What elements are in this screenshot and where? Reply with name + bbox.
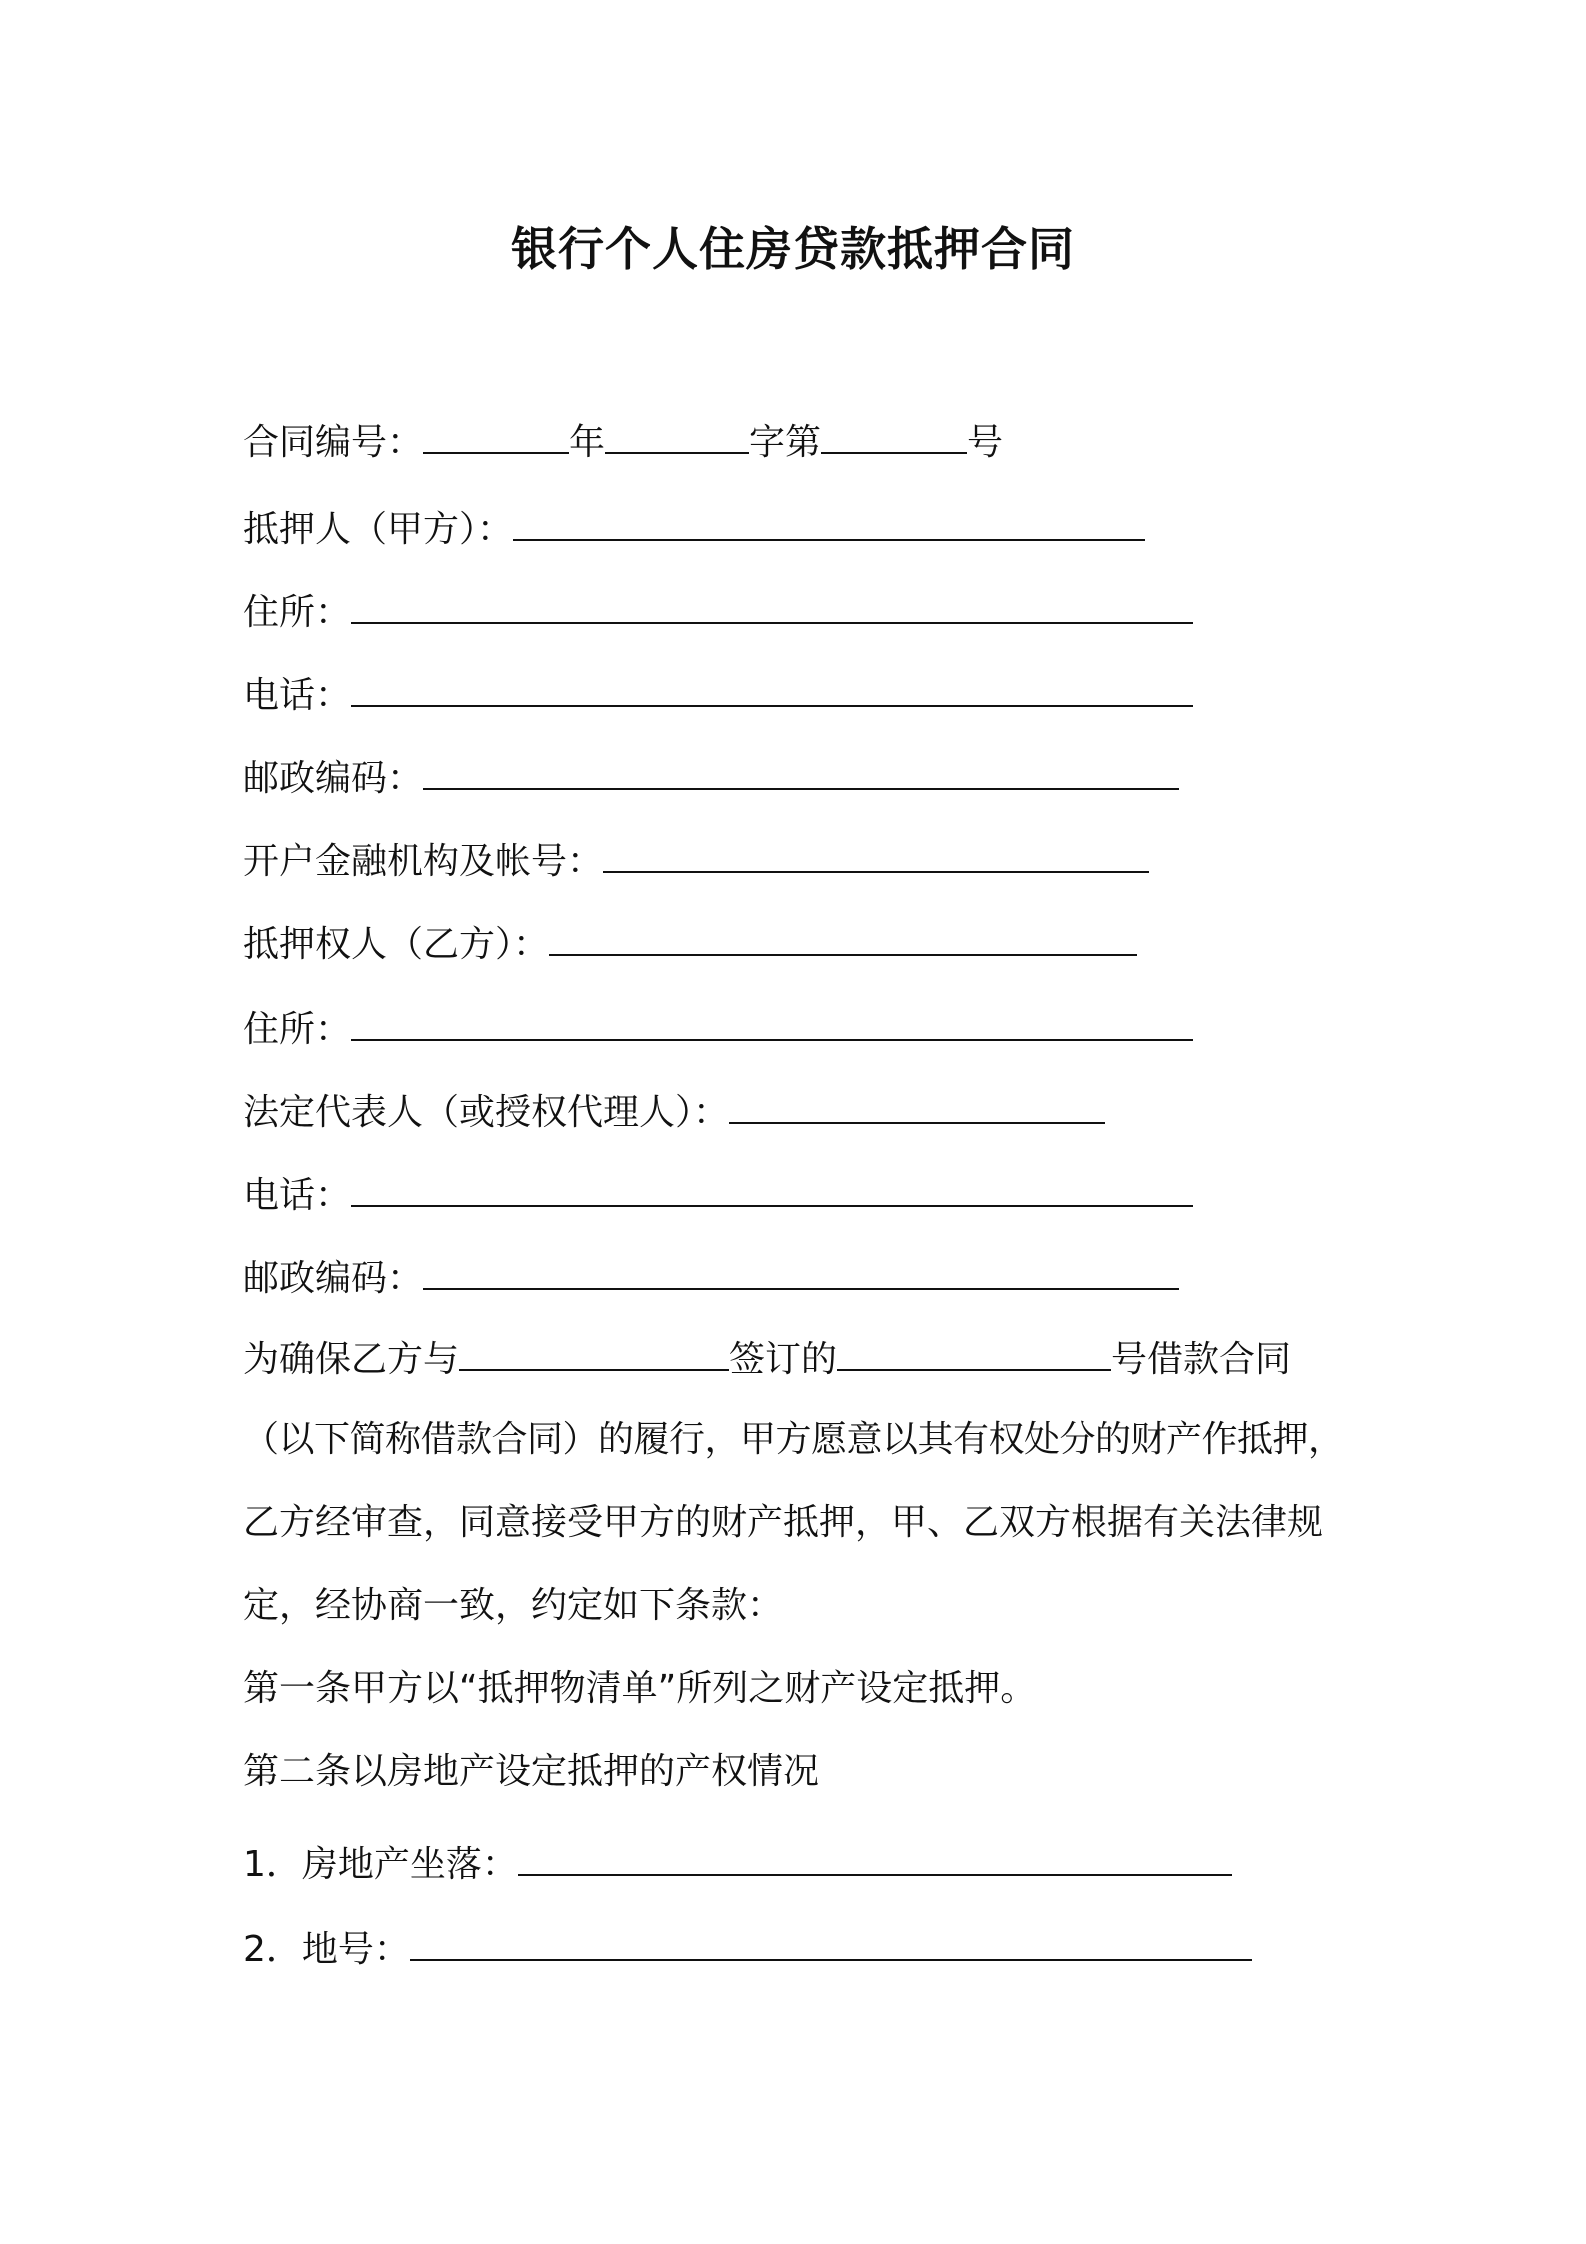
- land-number-blank[interactable]: [410, 1925, 1252, 1961]
- party-a-address-line: [243, 588, 1193, 635]
- party-a-phone-label: 电话：: [243, 675, 352, 716]
- contract-year-label: 年: [569, 422, 606, 463]
- bank-account-blank[interactable]: [603, 837, 1149, 873]
- bank-account-line: [243, 837, 1149, 884]
- article-1: 第一条甲方以“抵押物清单”所列之财产设定抵押。: [243, 1668, 1037, 1709]
- party-a-postcode-label: 邮政编码：: [243, 758, 424, 799]
- mortgagee-blank[interactable]: [549, 920, 1137, 956]
- contract-year-blank[interactable]: [423, 418, 569, 454]
- party-a-phone-line: [243, 671, 1193, 718]
- land-number-line: [243, 1925, 1252, 1972]
- party-b-phone-blank[interactable]: [351, 1171, 1193, 1207]
- party-a-phone-blank[interactable]: [351, 671, 1193, 707]
- party-b-phone-line: [243, 1171, 1193, 1218]
- loan-party-blank[interactable]: [459, 1335, 729, 1371]
- contract-number-label: 合同编号：: [243, 422, 424, 463]
- party-b-address-blank[interactable]: [351, 1005, 1193, 1041]
- legal-rep-blank[interactable]: [729, 1088, 1105, 1124]
- bank-account-label: 开户金融机构及帐号：: [243, 841, 604, 882]
- party-a-address-label: 住所：: [243, 592, 352, 633]
- party-b-postcode-label: 邮政编码：: [243, 1258, 424, 1299]
- party-b-postcode-line: [243, 1254, 1179, 1301]
- party-a-postcode-blank[interactable]: [423, 754, 1179, 790]
- property-location-blank[interactable]: [518, 1840, 1232, 1876]
- mortgagor-line: [243, 505, 1145, 552]
- preamble-line-4: 定，经协商一致，约定如下条款：: [243, 1585, 784, 1626]
- legal-rep-label: 法定代表人（或授权代理人）：: [243, 1092, 730, 1133]
- preamble-text-a: 为确保乙方与: [243, 1339, 460, 1380]
- mortgagor-blank[interactable]: [513, 505, 1145, 541]
- preamble-line-3: 乙方经审查，同意接受甲方的财产抵押，甲、乙双方根据有关法律规: [243, 1502, 1324, 1543]
- contract-hao-label: 号: [967, 422, 1004, 463]
- article-2: 第二条以房地产设定抵押的产权情况: [243, 1751, 820, 1792]
- preamble-line-2: （以下简称借款合同）的履行，甲方愿意以其有权处分的财产作抵押，: [243, 1419, 1344, 1460]
- document-title: 银行个人住房贷款抵押合同: [511, 222, 1075, 276]
- mortgagor-label: 抵押人（甲方）：: [243, 509, 514, 550]
- party-b-postcode-blank[interactable]: [423, 1254, 1179, 1290]
- preamble-line-1: [243, 1335, 1291, 1382]
- party-a-address-blank[interactable]: [351, 588, 1193, 624]
- land-number-label: 2．地号：: [243, 1929, 410, 1970]
- preamble-text-b: 签订的: [729, 1339, 838, 1380]
- party-b-address-label: 住所：: [243, 1009, 352, 1050]
- party-b-address-line: [243, 1005, 1193, 1052]
- property-location-label: 1．房地产坐落：: [243, 1844, 518, 1885]
- loan-contract-number-blank[interactable]: [837, 1335, 1111, 1371]
- contract-zi-blank[interactable]: [605, 418, 749, 454]
- mortgagee-label: 抵押权人（乙方）：: [243, 924, 550, 965]
- preamble-text-c: 号借款合同: [1111, 1339, 1292, 1380]
- legal-rep-line: [243, 1088, 1105, 1135]
- property-location-line: [243, 1840, 1232, 1887]
- contract-zi-label: 字第: [749, 422, 822, 463]
- mortgagee-line: [243, 920, 1137, 967]
- party-a-postcode-line: [243, 754, 1179, 801]
- party-b-phone-label: 电话：: [243, 1175, 352, 1216]
- contract-number-line: [243, 418, 1003, 465]
- contract-hao-blank[interactable]: [821, 418, 967, 454]
